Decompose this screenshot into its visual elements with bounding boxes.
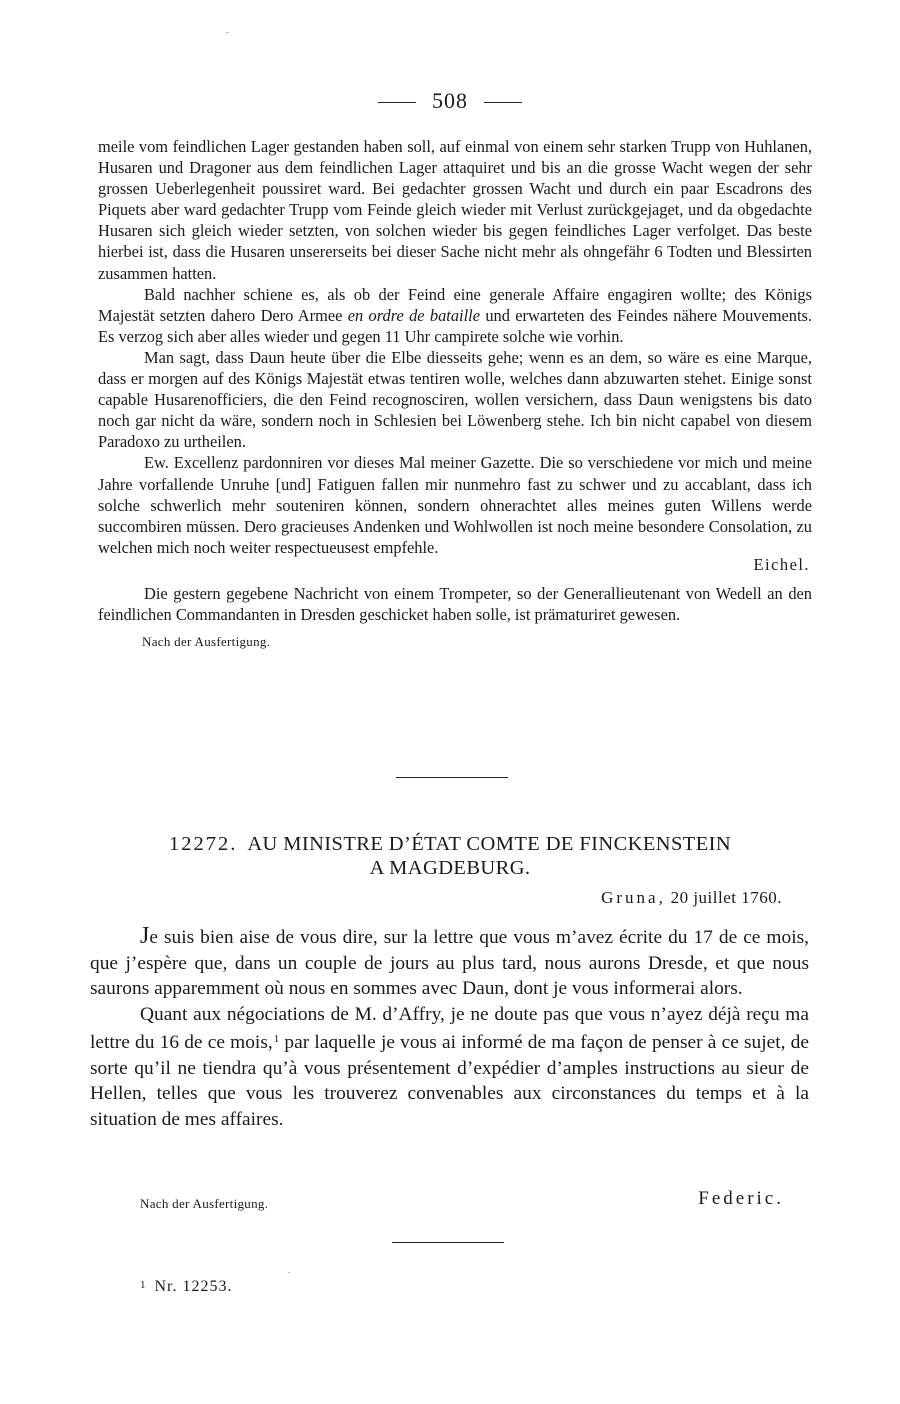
date-place: Gruna, bbox=[601, 888, 666, 907]
footnote-mark: 1 bbox=[140, 1279, 147, 1291]
german-paragraph-3: Man sagt, dass Daun heute über die Elbe diesseits gehe; wenn es an dem, so wäre es eine Marque, dass er morgen auf des Königs Majestät etwas tentiren wolle, welches dann abzuwarten stehet. Einige sonst capable Husarenofficiers, die den Feind recognosciren, wollen versichern, dass Daun wenigstens bis dato noch gar nicht da wäre, sondern noch in Schlesien bei Löwenberg stehe. Ich bin nicht capabel von diesem Paradoxo zu urtheilen. bbox=[98, 347, 812, 452]
german-paragraph-2-italic: en ordre de bataille bbox=[347, 305, 480, 325]
german-paragraph-2-start: Bald nachher schiene es, als ob der Feind eine generale Affaire engagiren wollte; des Königs Majestät setzten dahero Dero Armee bbox=[98, 284, 812, 325]
header-dash-left bbox=[378, 102, 416, 103]
header-dash-right bbox=[484, 102, 522, 103]
letter-heading bbox=[100, 832, 800, 880]
german-paragraph-1: meile vom feindlichen Lager gestanden haben soll, auf einmal von einem sehr starken Trupp von Huhlanen, Husaren und Dragoner aus dem feindlichen Lager attaquiret und bis an die grosse Wacht wegen der sehr grossen Ueberlegenheit poussiret ward. Bei gedachter grossen Wacht und durch ein paar Escadrons des Piquets aber ward gedachter Trupp vom Feinde gleich wieder mit Verlust zurückgejaget, und da obgedachte Husaren sich gleich wieder setzten, von solchen wieder bis gegen feindliches Lager verfolget. Das beste hierbei ist, dass die Husaren unsererseits bei dieser Sache nicht mehr als ohngefähr 6 Todten und Blessirten zusammen hatten. bbox=[98, 137, 812, 283]
page-number: 508 bbox=[432, 88, 468, 113]
paper-speck bbox=[288, 1272, 290, 1273]
french-paragraph-2-end: par laquelle je vous ai informé de ma façon de penser à ce sujet, de sorte qu’il ne tiendra qu’à vous présentement d’expédier d’amples instructions au sieur de Hellen, telles que vous les trouverez convenables aux circonstances du temps et à la situation de mes affaires. bbox=[90, 1032, 809, 1130]
german-paragraph-2-end: und erwarteten des Feindes nähere Mouvements. Es verzog sich aber alles wieder und gegen 11 Uhr campirete solche wie vorhin. bbox=[98, 305, 813, 346]
german-paragraph-2 bbox=[98, 284, 812, 347]
source-note-french: Nach der Ausfertigung. bbox=[140, 1196, 269, 1211]
footnote-reference: 1 bbox=[273, 1033, 280, 1045]
footnote bbox=[140, 1278, 233, 1296]
german-paragraph-4: Ew. Excellenz pardonniren vor dieses Mal meiner Gazette. Die so verschiedene vor mich und meine Jahre vorfallende Unruhe [und] Fatiguen fallen mir nunmehro fast zu schwer und zu accablant, dass ich solche schwerlich mehr souteniren können, sondern ohnerachtet alles meines guten Willens werde succombiren müssen. Dero gracieuses Andenken und Wohlwollen ist noch meine besondere Consolation, zu welchen mich noch weiter respectueusest empfehle. bbox=[98, 453, 812, 557]
letter-dateline bbox=[601, 888, 782, 908]
german-letter-text bbox=[98, 136, 812, 652]
page-header bbox=[0, 88, 900, 114]
german-postscript: Die gestern gegebene Nachricht von einem Trompeter, so der Generallieutenant von Wedell an den feindlichen Commandanten in Dresden geschicket haben solle, ist prämaturiret gewesen. bbox=[98, 583, 812, 625]
footnote-text: Nr. 12253. bbox=[154, 1278, 233, 1295]
letter-heading-line-1 bbox=[100, 832, 800, 856]
french-paragraph-1: Je suis bien aise de vous dire, sur la lettre que vous m’avez écrite du 17 de ce mois, que j’espère que, dans un couple de jours au plus tard, nous aurons Dresde, et que nous saurons apparemment où nous en sommes avec Daun, dont je vous informerai alors. bbox=[90, 923, 809, 999]
letter-title-place: A MAGDEBURG. bbox=[369, 857, 531, 879]
french-letter-text bbox=[90, 924, 809, 1132]
paper-speck bbox=[226, 32, 229, 33]
date-text: 20 juillet 1760. bbox=[670, 888, 782, 907]
french-paragraph-2-start: Quant aux négociations de M. d’Affry, je ne doute pas que vous n’ayez déjà reçu ma lettre du 16 de ce mois, bbox=[90, 1003, 809, 1053]
end-divider bbox=[392, 1242, 504, 1243]
letter-number: 12272. bbox=[168, 833, 238, 855]
german-signature: Eichel. bbox=[753, 554, 810, 574]
source-note-german: Nach der Ausfertigung. bbox=[142, 634, 271, 650]
french-paragraph-2 bbox=[90, 1002, 809, 1133]
french-signature: Federic. bbox=[698, 1188, 784, 1209]
french-letter-footer bbox=[140, 1188, 784, 1218]
letter-title-recipient: AU MINISTRE D’ÉTAT COMTE DE FINCKENSTEIN bbox=[247, 833, 732, 855]
section-divider bbox=[396, 777, 508, 778]
